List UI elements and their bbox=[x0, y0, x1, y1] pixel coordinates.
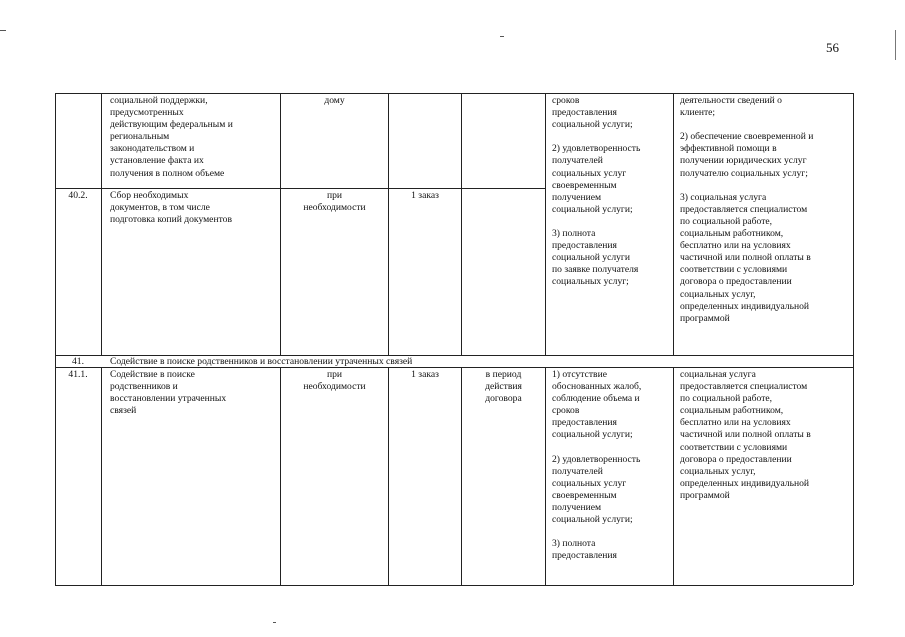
column-divider bbox=[461, 93, 462, 355]
table-border-bottom bbox=[55, 585, 853, 586]
conditions-cell: социальная услуга предоставляется специалистом по социальной работе, социальным работником, бесплатно или на условиях частичной или полной оплаты в соответствии с условиями договора о предоставлении социальных услуг, определенных индивидуальной программой bbox=[680, 369, 811, 501]
row-divider bbox=[55, 188, 545, 189]
column-divider bbox=[101, 93, 102, 355]
term-cell: в период действия договора bbox=[485, 369, 522, 405]
column-divider bbox=[388, 367, 389, 585]
volume-cell: 1 заказ bbox=[411, 369, 439, 380]
column-divider bbox=[280, 367, 281, 585]
frequency-cell: при необходимости bbox=[303, 369, 366, 393]
table-border-right bbox=[853, 93, 854, 585]
column-divider bbox=[545, 93, 546, 355]
page-number: 56 bbox=[826, 40, 839, 55]
row-number: 40.2. bbox=[68, 190, 88, 201]
column-divider bbox=[101, 367, 102, 585]
frequency-cell: дому bbox=[324, 95, 345, 106]
row-number: 41. bbox=[72, 356, 84, 367]
service-name-cell: Содействие в поиске родственников и восстановлении утраченных связей bbox=[110, 369, 227, 417]
table-border-top bbox=[55, 93, 853, 94]
conditions-cell: деятельности сведений о клиенте; 2) обеспечение своевременной и эффективной помощи в получении юридических услуг получателю социальных услуг; 3) социальная услуга предоставляется специалистом по социальной работе, социальным работником, бесплатно или на условиях частичной или полной оплаты в соответствии с условиями договора о предоставлении социальных услуг, определенных индивидуальной программой bbox=[680, 95, 814, 324]
row-number: 41.1. bbox=[68, 369, 88, 380]
table-border-left bbox=[55, 93, 56, 585]
column-divider bbox=[388, 93, 389, 355]
service-name-cell: социальной поддержки, предусмотренных действующим федеральным и региональным законодательством и установление факта их получения в полном объеме bbox=[110, 95, 233, 179]
section-title: Содействие в поиске родственников и восстановлении утраченных связей bbox=[110, 356, 413, 367]
column-divider bbox=[673, 367, 674, 585]
column-divider bbox=[673, 93, 674, 355]
quality-indicators-cell: сроков предоставления социальной услуги; 2) удовлетворенность получателей социальных услуг своевременным получением социальной услуги; 3) полнота предоставления социальной услуги по заявке получателя социальных услуг; bbox=[552, 95, 641, 288]
quality-indicators-cell: 1) отсутствие обоснованных жалоб, соблюдение объема и сроков предоставления социальной услуги; 2) удовлетворенность получателей социальных услуг своевременным получением социальной услуги; 3) полнота предоставления bbox=[552, 369, 642, 562]
column-divider bbox=[280, 93, 281, 355]
volume-cell: 1 заказ bbox=[411, 190, 439, 201]
frequency-cell: при необходимости bbox=[303, 190, 366, 214]
service-name-cell: Сбор необходимых документов, в том числе подготовка копий документов bbox=[110, 190, 232, 226]
column-divider bbox=[545, 367, 546, 585]
